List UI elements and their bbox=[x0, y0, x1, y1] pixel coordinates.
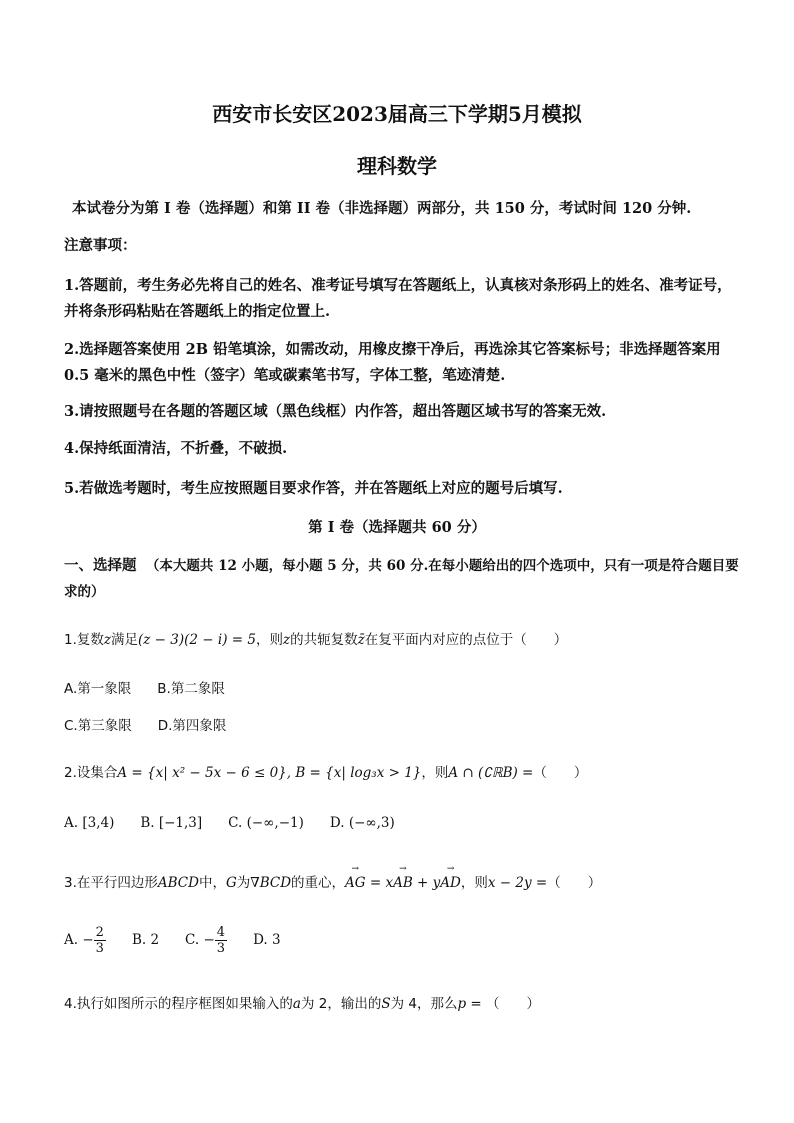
q1-options-row-1 bbox=[64, 677, 251, 697]
q3-option-d[interactable]: D. 3 bbox=[253, 932, 281, 948]
q1-expression: (z − 3)(2 − i) = 5 bbox=[138, 632, 256, 648]
q3-option-a-prefix: A. − bbox=[64, 932, 94, 948]
question-3 bbox=[64, 871, 601, 891]
q3-tail: （ ） bbox=[547, 875, 602, 891]
note-item-3: 3.请按照题号在各题的答题区域（黑色线框）内作答，超出答题区域书写的答案无效. bbox=[64, 403, 607, 420]
q2-option-d[interactable]: D. (−∞,3) bbox=[329, 815, 395, 831]
q3-triangle: ∇BCD bbox=[250, 875, 292, 891]
note-item-2: 2.选择题答案使用 2B 铅笔填涂，如需改动，用橡皮擦干净后，再选涂其它答案标号；非选择题答案用 0.5 毫米的黑色中性（签字）笔或碳素笔书写，字体工整，笔迹清楚. bbox=[64, 341, 721, 384]
q3-mid1: 中， bbox=[198, 875, 226, 891]
q2-prefix: 2.设集合 bbox=[64, 765, 118, 781]
question-4 bbox=[64, 992, 540, 1012]
q1-mid1: 满足 bbox=[111, 632, 139, 648]
q3-option-a-fraction bbox=[94, 925, 106, 956]
q4-mid2: 为 4，那么 bbox=[390, 996, 458, 1012]
q3-mid2: 为 bbox=[236, 875, 251, 891]
q1-tail: 在复平面内对应的点位于（ ） bbox=[364, 632, 568, 648]
q1-option-b[interactable]: B.第二象限 bbox=[157, 681, 225, 697]
q2-set-b: , B = {x| log₃x > 1} bbox=[286, 765, 422, 781]
q2-set-a: A = {x| x² − 5x − 6 ≤ 0} bbox=[117, 765, 287, 781]
q3-option-c-den: 3 bbox=[216, 941, 226, 956]
q2-tail: （ ） bbox=[533, 765, 588, 781]
q1-mid3: 的共轭复数 bbox=[290, 632, 358, 648]
q4-var-a: a bbox=[292, 996, 301, 1012]
q4-prefix: 4.执行如图所示的程序框图如果输入的 bbox=[64, 996, 293, 1012]
q4-var-s: S bbox=[381, 996, 391, 1012]
q3-prefix: 3.在平行四边形 bbox=[64, 875, 158, 891]
q3-g: G bbox=[225, 875, 237, 891]
q3-mid3: 的重心， bbox=[291, 875, 346, 891]
q3-option-a-den: 3 bbox=[95, 941, 104, 956]
note-item-1: 1.答题前，考生务必先将自己的姓名、准考证号填写在答题纸上，认真核对条形码上的姓名、准考证号，并将条形码粘贴在答题纸上的指定位置上. bbox=[64, 277, 732, 320]
q3-vector-ab: → AB bbox=[393, 875, 413, 891]
q2-option-a[interactable]: A. [3,4) bbox=[64, 815, 115, 831]
q3-option-c-prefix: C. − bbox=[185, 932, 215, 948]
q2-mid: ，则 bbox=[421, 765, 449, 781]
question-1 bbox=[64, 628, 567, 648]
q4-var-p: p bbox=[457, 996, 467, 1012]
q2-option-b[interactable]: B. [−1,3] bbox=[140, 815, 203, 831]
q1-prefix: 1.复数 bbox=[64, 632, 104, 648]
q3-option-b[interactable]: B. 2 bbox=[131, 932, 160, 948]
q1-option-a[interactable]: A.第一象限 bbox=[64, 681, 132, 697]
part-description: （本大题共 12 小题，每小题 5 分，共 60 分.在每小题给出的四个选项中，只有一项是符合题目要求的） bbox=[64, 558, 739, 600]
q3-option-a-num: 2 bbox=[95, 925, 104, 940]
note-item-4: 4.保持纸面清洁，不折叠，不破损. bbox=[64, 440, 288, 457]
page-subtitle: 理科数学 bbox=[357, 154, 437, 178]
q3-vector-ag: → AG bbox=[345, 875, 366, 891]
q3-option-c-fraction bbox=[215, 925, 227, 956]
page-title: 西安市长安区2023届高三下学期5月模拟 bbox=[212, 102, 582, 126]
q1-var-z: z bbox=[103, 632, 112, 648]
q3-option-c-num: 4 bbox=[216, 925, 226, 940]
q3-abcd: ABCD bbox=[157, 875, 199, 891]
q2-expression: A ∩ (∁ℝB) = bbox=[448, 765, 534, 781]
q1-var-zbar: z̄ bbox=[357, 632, 365, 648]
q1-option-d[interactable]: D.第四象限 bbox=[157, 718, 227, 734]
q1-option-c[interactable]: C.第三象限 bbox=[64, 718, 132, 734]
q3-expression: x − 2y = bbox=[487, 875, 548, 891]
q3-vector-ad: → AD bbox=[440, 875, 461, 891]
q2-options bbox=[64, 815, 421, 831]
question-2 bbox=[64, 761, 587, 781]
q1-options-row-2 bbox=[64, 714, 252, 734]
notes-heading: 注意事项： bbox=[64, 237, 137, 254]
q1-var-z-2: z bbox=[282, 632, 291, 648]
q3-option-a[interactable] bbox=[64, 925, 106, 956]
q3-mid4: ，则 bbox=[460, 875, 488, 891]
q4-tail: = （ ） bbox=[466, 996, 541, 1012]
q3-eq: = x bbox=[365, 875, 394, 891]
intro-text: 本试卷分为第 I 卷（选择题）和第 II 卷（非选择题）两部分，共 150 分，考试时间 120 分钟. bbox=[72, 200, 692, 217]
q4-mid1: 为 2，输出的 bbox=[300, 996, 382, 1012]
q1-mid2: ，则 bbox=[255, 632, 283, 648]
q3-plus: + y bbox=[412, 875, 441, 891]
section-header: 第 I 卷（选择题共 60 分） bbox=[308, 519, 486, 536]
part-instructions bbox=[64, 553, 744, 605]
q3-options bbox=[64, 925, 307, 956]
q2-option-c[interactable]: C. (−∞,−1) bbox=[228, 815, 304, 831]
q3-option-c[interactable] bbox=[185, 925, 227, 956]
note-item-5: 5.若做选考题时，考生应按照题目要求作答，并在答题纸上对应的题号后填写. bbox=[64, 480, 563, 497]
part-title: 一、选择题 bbox=[64, 557, 137, 574]
